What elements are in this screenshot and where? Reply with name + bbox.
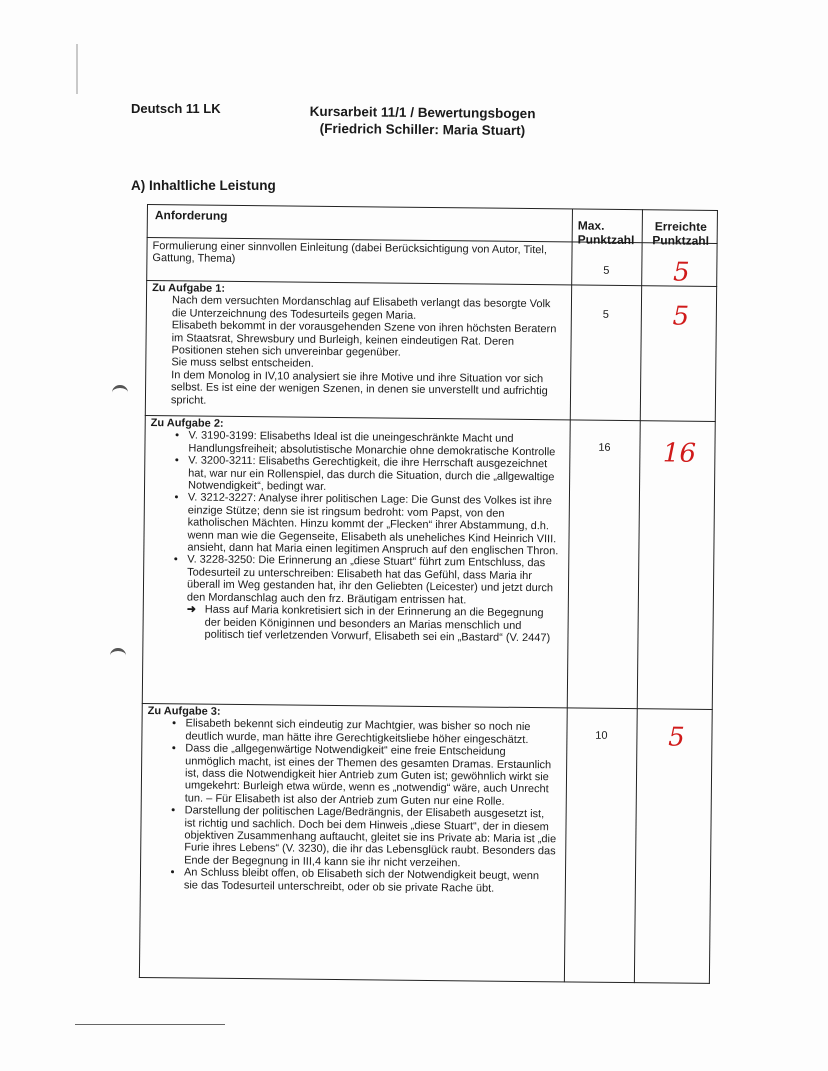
col-header-achieved: [647, 219, 715, 248]
punch-hole-bottom: [110, 648, 126, 663]
table-divider-achieved: [634, 209, 643, 983]
task3-bullet-list: [146, 717, 558, 895]
task1-paragraph: Nach dem versuchten Mordanschlag auf Elisabeth verlangt das besorgte Volk die Unterzeichnung des Todesurteils gegen Maria.: [171, 294, 551, 322]
course-label: Deutsch 11 LK: [131, 101, 221, 116]
table-border-right: [709, 210, 718, 984]
row-introduction-achieved: 5: [672, 257, 690, 288]
task1-paragraph: Sie muss selbst entscheiden.: [171, 356, 314, 371]
row-introduction-text: Formulierung einer sinnvollen Einleitung (dabei Berücksichtigung von Autor, Titel, Gattung, Thema): [152, 240, 547, 266]
task2-bullet: • V. 3228-3250: Die Erinnerung an „diese Stuart“ führt zum Entschluss, das Todesurteil zu unterschreiben: Elisabeth hat das Gefühl, dass Maria ihr überall im Weg gestanden hat, ihr den Geliebten (Leicester) und jetzt durch den Mordanschlag auch den frz. Bräutigam entrissen hat.: [187, 554, 559, 608]
col-header-achieved-line1: Erreichte: [654, 219, 707, 234]
row-task1-achieved: 5: [672, 301, 690, 332]
row-task1-max: 5: [602, 308, 609, 321]
row-task2-achieved: 16: [662, 438, 697, 469]
task2-arrow-note: [148, 603, 558, 645]
task3-bullet: • Darstellung der politischen Lage/Bedrängnis, der Elisabeth ausgesetzt ist, ist richtig und sachlich. Doch bei dem Hinweis „diese Stuart“, der in diesem objektiven Zusammenhang auftaucht, gleitet sie ins Private ab: Maria ist „die Furie ihres Lebens“ (V. 3230), die ihr das Lebensglück raubt. Besonders das Ende der Begegnung in III,4 kann sie ihr nicht verzeihen.: [184, 805, 557, 871]
col-header-max-line1: Max.: [577, 218, 605, 233]
task3-bullet: • Elisabeth bekennt sich eindeutig zur Machtgier, was bisher so noch nie deutlich wurde, man hätte ihre Gerechtigkeitsliebe höher eingeschätzt.: [185, 718, 557, 747]
row-introduction-max: 5: [603, 264, 610, 277]
col-header-max: [578, 219, 635, 248]
document-title: [295, 103, 550, 140]
task3-bullet: • An Schluss bleibt offen, ob Elisabeth sich der Notwendigkeit beugt, wenn sie das Todesurteil unterschreibt, oder ob sie private Rache übt.: [184, 867, 556, 896]
task2-bullet-list: [149, 429, 561, 607]
task2-heading: Zu Aufgabe 2:: [150, 417, 224, 430]
table-divider-max: [564, 208, 573, 982]
task1-paragraph: Elisabeth bekommt in der vorausgehenden Szene von ihren höchsten Beratern im Staatsrat, Shrewsbury und Burleigh, keinen eindeutigen Rat. Deren Positionen stehen sich unvereinbar gegenüber.: [171, 319, 557, 359]
title-line-2: (Friedrich Schiller: Maria Stuart): [319, 120, 526, 139]
row-task2-max: 16: [598, 441, 611, 454]
task2-arrow-text: Hass auf Maria konkretisiert sich in der Erinnerung an die Begegnung der beiden Königinnen und besonders an Marias menschlich und politisch tief verletzenden Vorwurf, Elisabeth sei ein „Bastard“ (V. 2447): [204, 603, 551, 645]
punch-hole-top: [112, 385, 128, 400]
section-title: A) Inhaltliche Leistung: [131, 178, 276, 193]
row-task2-content: [148, 417, 560, 645]
task3-bullet: • Dass die „allgegenwärtige Notwendigkeit“ eine freie Entscheidung unmöglich macht, ist eines der Themen des gesamten Dramas. Erstaunlich ist, dass die Notwendigkeit hier Antrieb zum Guten ist; gewöhnlich wirkt sie umgekehrt: Burleigh etwa würde, wenn es „notwendig“ wäre, auch Unrecht tun. – Für Elisabeth ist also der Antrieb zum Guten nur eine Rolle.: [185, 743, 558, 809]
right-arrow-icon: ➜: [186, 603, 197, 616]
task2-bullet: • V. 3190-3199: Elisabeths Ideal ist die uneingeschränkte Macht und Handlungsfreiheit; absolutistische Monarchie ohne demokratische Kontrolle: [188, 430, 560, 459]
task2-bullet: • V. 3200-3211: Elisabeths Gerechtigkeit, die ihre Herrschaft ausgezeichnet hat, war nur ein Rollenspiel, das durch die Situation, durch die „allgewaltige Notwendigkeit“, bedingt war.: [188, 455, 560, 496]
title-line-1: Kursarbeit 11/1 / Bewertungsbogen: [309, 103, 536, 122]
grading-table: [139, 204, 718, 984]
row-task3-achieved: 5: [668, 722, 685, 753]
table-border-top: [147, 204, 718, 211]
col-header-requirement: Anforderung: [154, 208, 228, 223]
col-header-max-line2: Punktzahl: [577, 232, 635, 248]
task3-heading: Zu Aufgabe 3:: [147, 705, 221, 718]
task1-paragraph: In dem Monolog in IV,10 analysiert sie ihre Motive und ihre Situation vor sich selbst. Es ist eine der wenigen Szenen, in denen sie unverstellt und aufrichtig spricht.: [170, 369, 548, 407]
footer-rule: [75, 1024, 225, 1025]
table-border-bottom: [139, 977, 710, 984]
row-task3-content: [146, 705, 558, 895]
task1-heading: Zu Aufgabe 1:: [152, 282, 226, 295]
col-header-achieved-line2: Punktzahl: [652, 233, 710, 248]
row-task3-max: 10: [595, 729, 608, 742]
scan-edge-line: [76, 44, 78, 94]
task2-bullet: • V. 3212-3227: Analyse ihrer politischen Lage: Die Gunst des Volkes ist ihre einzige Stütze; denn sie ist ringsum bedroht: vom Papst, von den katholischen Mächten. Hinzu kommt der „Flecken“ ihrer Abstammung, d.h. wenn man wie die Gegenseite, Elisabeth als uneheliches Kind Heinrich VIII. ansieht, dann hat Maria einen legitimen Anspruch auf den englischen Thron.: [187, 492, 560, 558]
row-task1-content: [151, 282, 562, 410]
